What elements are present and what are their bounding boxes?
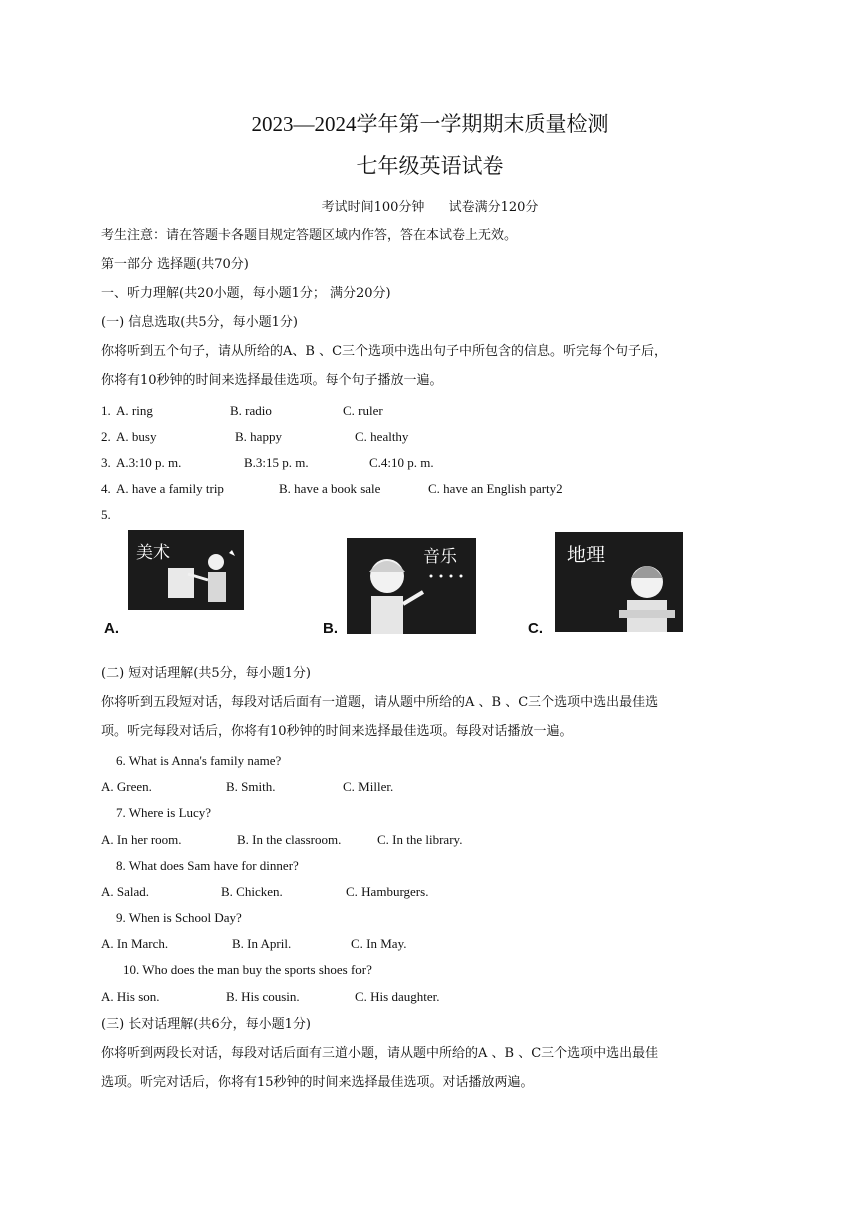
exam-score: 试卷满分120分 [448, 200, 539, 215]
option-a: A. His son. [101, 989, 160, 1004]
option-a: A. busy [116, 429, 157, 444]
exam-time: 考试时间100分钟 [321, 200, 425, 215]
option-a: A. In March. [101, 936, 169, 951]
option-c: C. ruler [343, 403, 383, 418]
option-a: A.3:10 p. m. [116, 455, 182, 470]
sub1-heading: (一) 信息选取(共5分，每小题1分) [101, 315, 298, 330]
option-a: A. ring [116, 403, 153, 418]
option-a: A. Salad. [101, 884, 150, 899]
sub3-heading: (三) 长对话理解(共6分，每小题1分) [101, 1017, 311, 1032]
music-class-picture [347, 538, 476, 634]
option-b: B. In the classroom. [237, 832, 342, 847]
exam-title: 2023—2024学年第一学期期末质量检测 [251, 112, 609, 136]
sub2-heading: (二) 短对话理解(共5分，每小题1分) [101, 666, 311, 681]
option-c: C. In May. [351, 936, 407, 951]
question-text: 7. Where is Lucy? [116, 805, 212, 820]
notice: 考生注意：请在答题卡各题目规定答题区域内作答，答在本试卷上无效。 [101, 228, 518, 243]
picture-text: 音乐 [423, 547, 457, 567]
option-b: B. Smith. [226, 779, 276, 794]
option-c: C. have an English party2 [428, 481, 563, 496]
question-number: 5. [101, 507, 111, 522]
option-c: C. His daughter. [355, 989, 440, 1004]
option-c: C. In the library. [377, 832, 463, 847]
picture-text: 美术 [136, 543, 170, 563]
picture-label: B. [323, 620, 338, 637]
option-b: B. His cousin. [226, 989, 300, 1004]
question-number: 3. [101, 455, 111, 470]
section-heading: 一、听力理解(共20小题，每小题1分； 满分20分) [101, 286, 391, 301]
question-number: 4. [101, 481, 111, 496]
option-b: B. have a book sale [279, 481, 381, 496]
sub1-instruction-2: 你将有10秒钟的时间来选择最佳选项。每个句子播放一遍。 [101, 373, 443, 388]
sub2-instruction-1: 你将听到五段短对话，每段对话后面有一道题，请从题中所给的A 、B 、C三个选项中选出最佳选 [101, 695, 659, 710]
question-text: 6. What is Anna's family name? [116, 753, 282, 768]
question-number: 2. [101, 429, 111, 444]
option-c: C. healthy [355, 429, 409, 444]
sub3-instruction-1: 你将听到两段长对话，每段对话后面有三道小题，请从题中所给的A 、B 、C三个选项中选出最佳 [101, 1046, 659, 1061]
option-c: C. Miller. [343, 779, 394, 794]
part-heading: 第一部分 选择题(共70分) [101, 257, 249, 272]
teacher-pointing-icon [347, 538, 476, 634]
option-b: B. radio [230, 403, 272, 418]
geography-class-picture [555, 532, 683, 632]
teacher-drawing-icon [128, 530, 244, 610]
option-b: B. Chicken. [221, 884, 283, 899]
option-a: A. In her room. [101, 832, 182, 847]
exam-info [0, 196, 860, 215]
question-text: 9. When is School Day? [116, 910, 242, 925]
picture-text: 地理 [567, 544, 606, 566]
option-b: B.3:15 p. m. [244, 455, 309, 470]
sub2-instruction-2: 项。听完每段对话后，你将有10秒钟的时间来选择最佳选项。每段对话播放一遍。 [101, 724, 573, 739]
question-number: 1. [101, 403, 111, 418]
picture-label: A. [104, 620, 119, 637]
question-text: 8. What does Sam have for dinner? [116, 858, 299, 873]
question-text: 10. Who does the man buy the sports shoes for? [123, 962, 372, 977]
exam-subtitle: 七年级英语试卷 [356, 154, 504, 178]
sub3-instruction-2: 选项。听完对话后，你将有15秒钟的时间来选择最佳选项。对话播放两遍。 [101, 1075, 534, 1090]
option-b: B. In April. [232, 936, 292, 951]
art-class-picture [128, 530, 244, 610]
option-a: A. Green. [101, 779, 152, 794]
option-a: A. have a family trip [116, 481, 224, 496]
option-c: C. Hamburgers. [346, 884, 429, 899]
sub1-instruction-1: 你将听到五个句子，请从所给的A、B 、C三个选项中选出句子中所包含的信息。听完每个句子后， [101, 344, 668, 359]
option-c: C.4:10 p. m. [369, 455, 434, 470]
option-b: B. happy [235, 429, 282, 444]
teacher-standing-icon [555, 532, 683, 632]
picture-label: C. [528, 620, 543, 637]
